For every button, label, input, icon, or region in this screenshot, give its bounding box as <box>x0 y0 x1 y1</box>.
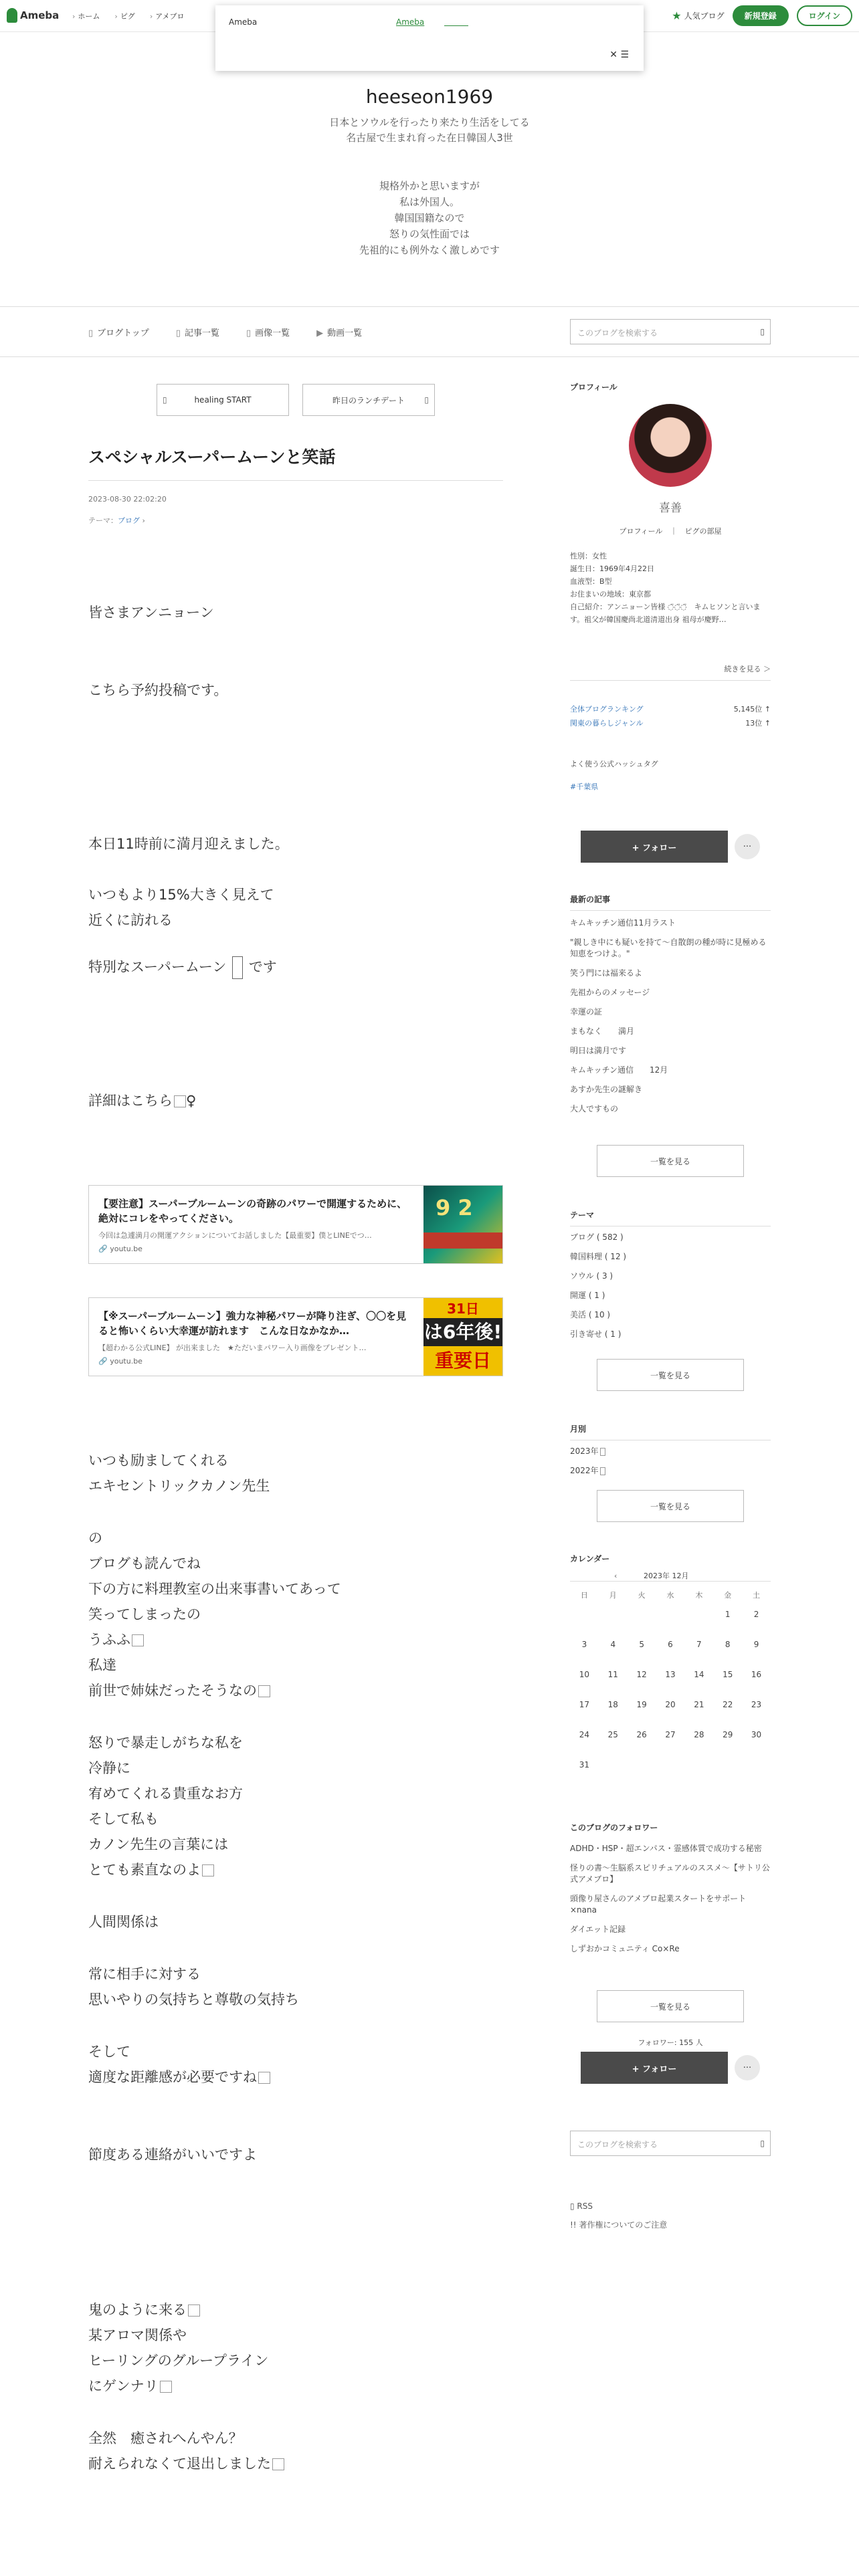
calendar-weekday: 木 <box>695 1591 703 1600</box>
ameba-popup <box>215 5 644 71</box>
entry-text: 思いやりの気持ちと尊敬の気持ち <box>88 1992 299 2008</box>
entry-text: うふふ <box>88 1629 144 1649</box>
entry-text: こちら予約投稿です。 <box>88 682 228 698</box>
calendar-day[interactable]: 12 <box>636 1670 647 1679</box>
entry-text: 本日11時前に満月迎えました。 <box>88 836 289 852</box>
header-actions <box>672 5 852 26</box>
calendar-weekday: 水 <box>666 1591 674 1600</box>
followers-list <box>570 1843 771 1963</box>
calendar-day[interactable]: 7 <box>696 1640 702 1649</box>
emoji-icon <box>258 2072 270 2084</box>
rss-icon: ▯ <box>570 2202 577 2211</box>
month-link[interactable]: 2023年 <box>570 1446 771 1457</box>
entry-text: いつもより15%大きく見えて <box>88 887 274 903</box>
profile-details: 性別：女性 誕生日：1969年4月22日 血液型：B型 お住まいの地域：東京都 自己紹介：アンニョーン皆様 ◌̈◌̈◌̈ キムヒソンと言います。祖父が韓国慶尚北道清道出身 祖母が慶野… <box>570 552 761 624</box>
calendar-heading: カレンダー <box>570 1554 610 1564</box>
follower-count: フォロワー: 155 人 <box>638 2038 703 2047</box>
entry-text: そして <box>88 2044 130 2060</box>
follower-link[interactable]: しずおかコミュニティ Co×Re <box>570 1944 680 1953</box>
entry-text: 節度ある連絡がいいですよ <box>88 2147 257 2163</box>
blog-search-input[interactable]: このブログを検索する ▯ <box>570 319 771 344</box>
entry-text: 下の方に料理教室の出来事書いてあって <box>88 1581 341 1597</box>
image-icon: ▯ <box>246 328 252 338</box>
rss-link[interactable]: ▯ RSS <box>570 2202 593 2211</box>
recent-list <box>570 918 771 1123</box>
theme-link[interactable]: 韓国料理 ( 12 ) <box>570 1252 627 1261</box>
expand-icon <box>600 1448 605 1456</box>
calendar-month: 2023年 12月 <box>644 1572 689 1580</box>
follower-link[interactable]: ADHD・HSP・超エンパス・霊感体質で成功する秘密 <box>570 1844 762 1853</box>
link-icon: 🔗 <box>98 1357 108 1366</box>
see-more-link[interactable]: 続きを見る ＞ <box>570 662 771 681</box>
followers-heading: このブログのフォロワー <box>570 1823 658 1832</box>
recent-entry-link[interactable]: まもなく 満月 <box>570 1027 635 1036</box>
theme-link[interactable]: 引き寄せ ( 1 ) <box>570 1329 622 1339</box>
moon-icon <box>232 956 243 979</box>
entry-text: 近くに訪れる <box>88 912 173 928</box>
sidebar-search-input[interactable]: このブログを検索する ▯ <box>570 2131 771 2156</box>
theme-link[interactable]: 開運 ( 1 ) <box>570 1291 605 1300</box>
calendar-day[interactable]: 14 <box>694 1670 704 1679</box>
theme-link[interactable]: ソウル ( 3 ) <box>570 1271 613 1281</box>
calendar-weekday: 日 <box>580 1591 588 1600</box>
entry-text: 人間関係は <box>88 1914 159 1930</box>
recent-heading: 最新の記事 <box>570 893 771 911</box>
video-thumbnail[interactable]: 31日 は6年後! 重要日 <box>423 1298 502 1376</box>
calendar-day[interactable]: 29 <box>723 1730 733 1739</box>
ameba-logo[interactable]: Ameba <box>7 8 59 23</box>
calendar-grid <box>570 1589 771 1788</box>
popup-underline <box>444 25 468 26</box>
entry-text: ブログも読んでね <box>88 1555 201 1572</box>
calendar-day[interactable]: 31 <box>579 1760 590 1769</box>
nav-video-list[interactable]: ▶ 動画一覧 <box>316 328 363 338</box>
entry-text: 耐えられなくて退出しました <box>88 2453 284 2473</box>
recent-entry-link[interactable]: 幸運の証 <box>570 1007 603 1016</box>
avatar[interactable] <box>629 404 712 487</box>
popup-link[interactable]: Ameba <box>396 17 425 27</box>
search-icon[interactable]: ▯ <box>760 327 765 336</box>
calendar-day[interactable]: 18 <box>607 1700 618 1709</box>
emoji-icon <box>258 1685 270 1697</box>
calendar-day[interactable]: 6 <box>668 1640 673 1649</box>
entry-text: 私達 <box>88 1657 116 1673</box>
calendar-weekday: 土 <box>753 1591 761 1600</box>
calendar-day[interactable]: 30 <box>751 1730 762 1739</box>
prev-entry-button[interactable]: ▯ healing START <box>157 384 289 416</box>
follower-link[interactable]: ダイエット記録 <box>570 1925 626 1934</box>
follower-link[interactable]: 頭像り屋さんのアメブロ起業スタートをサポート×nana <box>570 1894 747 1915</box>
follower-link[interactable]: 怪りの書〜生脳系スピリチュアルのススメ〜【サトリ公式アメブロ】 <box>570 1863 770 1884</box>
recent-entry-link[interactable]: 先祖からのメッセージ <box>570 988 650 997</box>
entry-text: 某アロマ関係や <box>88 2327 187 2343</box>
profile-links: プロフィール ｜ ピグの部屋 <box>619 527 722 536</box>
entry-text: 前世で姉妹だったそうなの <box>88 1680 270 1700</box>
calendar-day[interactable]: 27 <box>665 1730 676 1739</box>
youtube-card[interactable]: 【要注意】スーパーブルームーンの奇跡のパワーで開運するために、絶対にコレをやってください。 今回は急遽満月の開運アクションについてお話しました【最重要】僕とLINEでつ… 🔗 youtu.be 9 2 <box>88 1185 503 1264</box>
nav-entry-list[interactable]: ▯ 記事一覧 <box>175 328 219 338</box>
recent-entry-link[interactable]: あすか先生の謎解き <box>570 1085 643 1094</box>
more-options-button[interactable]: ··· <box>735 834 760 859</box>
entry-text: の <box>88 1530 102 1546</box>
entry-text: そして私も <box>88 1811 159 1827</box>
recent-entry-link[interactable]: 大人ですもの <box>570 1104 619 1113</box>
entry-text: 皆さまアンニョーン <box>88 605 214 621</box>
recent-entry-link[interactable]: 笑う門には福来るよ <box>570 968 643 978</box>
blog-description: 日本とソウルを行ったり来たり生活をしてる 名古屋で生まれ育った在日韓国人3世 <box>329 116 530 144</box>
calendar-day <box>628 1608 656 1638</box>
month-list-all-button[interactable]: 一覧を見る <box>597 1490 744 1522</box>
global-nav <box>72 11 185 21</box>
entry-text: 全然 癒されへんやん？ <box>88 2430 243 2446</box>
calendar-day <box>656 1608 685 1638</box>
profile-heading: プロフィール <box>570 383 617 392</box>
entry-text: いつも励ましてくれる <box>88 1453 229 1469</box>
recent-list-all-button[interactable]: 一覧を見る <box>597 1145 744 1177</box>
month-heading: 月別 <box>570 1423 771 1440</box>
entry-text: 鬼のように来る <box>88 2299 200 2319</box>
recent-entry-link[interactable]: キムキッチン通信11月ラスト <box>570 918 676 928</box>
ranking: 全体ブログランキング 5,145位 ↑ 関東の暮らしジャンル 13位 ↑ <box>570 702 771 730</box>
list-icon: ▯ <box>175 328 181 338</box>
home-icon: ▯ <box>88 328 94 338</box>
entry-pager <box>157 384 435 416</box>
entry-text: 常に相手に対する <box>88 1966 201 1982</box>
nav-blog-top[interactable]: ▯ ブログトップ <box>88 328 149 338</box>
entry-text: エキセントリックカノン先生 <box>88 1478 270 1494</box>
signup-button[interactable]: 新規登録 <box>733 5 789 26</box>
calendar-day[interactable]: 24 <box>579 1730 590 1739</box>
nav-image-list[interactable]: ▯ 画像一覧 <box>246 328 290 338</box>
overall-ranking-link[interactable]: 全体ブログランキング <box>570 705 644 714</box>
calendar-day[interactable]: 17 <box>579 1700 590 1709</box>
chevron-right-icon: › <box>142 516 145 525</box>
theme-link[interactable]: 美活 ( 10 ) <box>570 1310 611 1319</box>
followers-list-all-button[interactable]: 一覧を見る <box>597 1990 744 2022</box>
youtube-card[interactable]: 【※スーパーブルームーン】強力な神秘パワーが降り注ぎ、〇〇を見ると怖いくらい大幸運が訪れます こんな日なかなか… 【超わかる公式LINE】 が出来ました ★ただいまパワー入り画像をプレゼント… 🔗 youtu.be 31日 は6年後! 重要日 <box>88 1297 503 1376</box>
nav-ameblo[interactable]: › アメブロ <box>150 11 185 21</box>
calendar-day <box>684 1608 713 1638</box>
calendar-day[interactable]: 23 <box>751 1700 762 1709</box>
finger-point-icon <box>174 1095 186 1107</box>
theme-heading: テーマ <box>570 1209 771 1226</box>
entry-text: 笑ってしまったの <box>88 1606 201 1622</box>
calendar-weekday: 金 <box>724 1591 732 1600</box>
entry-text: カノン先生の言葉には <box>88 1836 229 1852</box>
recent-entry-link[interactable]: "親しき中にも疑いを持て〜自散朗の種が時に見極める知恵をつけよ。" <box>570 938 767 958</box>
profile-link[interactable]: プロフィール <box>619 527 663 536</box>
pig-room-link[interactable]: ピグの部屋 <box>684 527 722 536</box>
theme-link[interactable]: ブログ <box>118 516 140 525</box>
calendar-weekday: 月 <box>609 1591 617 1600</box>
popup-close-button[interactable]: ✕ ☰ <box>609 49 629 60</box>
calendar-day[interactable]: 2 <box>753 1610 759 1619</box>
follow-button[interactable]: + フォロー <box>581 831 728 863</box>
calendar-day[interactable]: 13 <box>665 1670 676 1679</box>
calendar-day[interactable]: 1 <box>725 1610 731 1619</box>
follow-button-bottom[interactable]: + フォロー <box>581 2052 728 2084</box>
search-icon[interactable]: ▯ <box>760 2139 765 2148</box>
calendar-day <box>599 1608 628 1638</box>
female-sign-icon: ♀ <box>186 1093 197 1109</box>
link-icon: 🔗 <box>98 1245 108 1253</box>
entry-title[interactable]: スペシャルスーパームーンと笑話 <box>88 444 503 481</box>
emoji-icon <box>202 1864 214 1876</box>
nav-pig[interactable]: › ピグ <box>114 11 134 21</box>
video-thumbnail[interactable]: 9 2 <box>423 1186 502 1263</box>
recent-entry-link[interactable]: 明日は満月です <box>570 1046 627 1055</box>
emoji-icon <box>272 2458 284 2470</box>
warning-icon: !! <box>570 2220 579 2230</box>
blog-description-2: 規格外かと思いますが 私は外国人。 韓国国籍なので 怒りの気性面では 先祖的にも例外なく激しめです <box>359 180 500 256</box>
popup-brand: Ameba <box>229 17 258 27</box>
calendar-day[interactable]: 9 <box>753 1640 759 1649</box>
blog-nav <box>0 306 859 357</box>
blog-title[interactable]: heeseon1969 <box>365 86 494 108</box>
genre-ranking-link[interactable]: 関東の暮らしジャンル <box>570 719 644 728</box>
calendar-day[interactable]: 21 <box>694 1700 704 1709</box>
entry-text: とても素直なのよ <box>88 1859 214 1879</box>
entry-text: にゲンナリ <box>88 2375 172 2395</box>
copyright-link[interactable]: !! 著作権についてのご注意 <box>570 2220 668 2230</box>
emoji-icon <box>188 2304 200 2317</box>
popular-blog-link[interactable]: ★ 人気ブログ <box>672 9 725 22</box>
star-icon: ★ <box>672 9 682 22</box>
calendar-day[interactable]: 26 <box>636 1730 647 1739</box>
expand-icon <box>600 1467 605 1475</box>
theme-list-all-button[interactable]: 一覧を見る <box>597 1359 744 1391</box>
theme-link[interactable]: ブログ ( 582 ) <box>570 1232 624 1242</box>
entry-theme: テーマ：ブログ › <box>88 516 145 525</box>
calendar-day[interactable]: 28 <box>694 1730 704 1739</box>
video-icon: ▶ <box>316 328 324 338</box>
hashtag-heading: よく使う公式ハッシュタグ <box>570 760 658 768</box>
profile-name[interactable]: 喜善 <box>659 502 682 515</box>
calendar-day[interactable]: 19 <box>636 1700 647 1709</box>
entry-text: 特別なスーパームーン です <box>88 956 277 979</box>
nav-home[interactable]: › ホーム <box>72 11 100 21</box>
calendar-day[interactable]: 20 <box>665 1700 676 1709</box>
calendar-weekday: 火 <box>638 1591 646 1600</box>
ameba-leaf-icon <box>7 8 17 23</box>
calendar-day[interactable]: 4 <box>610 1640 616 1649</box>
hashtag-link[interactable]: #千葉県 <box>570 782 599 791</box>
calendar-day <box>570 1608 599 1638</box>
calendar-day[interactable]: 22 <box>723 1700 733 1709</box>
month-link[interactable]: 2022年 <box>570 1465 771 1477</box>
calendar-day[interactable]: 3 <box>581 1640 587 1649</box>
calendar-day[interactable]: 25 <box>607 1730 618 1739</box>
calendar-day[interactable]: 10 <box>579 1670 590 1679</box>
calendar-day[interactable]: 11 <box>607 1670 618 1679</box>
entry-text: ヒーリングのグループライン <box>88 2353 269 2369</box>
theme-list <box>570 1232 771 1348</box>
calendar-day[interactable]: 8 <box>725 1640 731 1649</box>
calendar-day[interactable]: 16 <box>751 1670 762 1679</box>
login-button[interactable]: ログイン <box>797 5 852 26</box>
calendar-day[interactable]: 15 <box>723 1670 733 1679</box>
recent-entry-link[interactable]: キムキッチン通信 12月 <box>570 1065 668 1075</box>
next-entry-button[interactable]: 昨日のランチデート ▯ <box>302 384 435 416</box>
entry-text: 宥めてくれる貴重なお方 <box>88 1786 243 1802</box>
entry-text: 詳細はこちら ♀ <box>88 1093 197 1109</box>
month-list <box>570 1446 771 1485</box>
entry-text: 冷静に <box>88 1760 130 1776</box>
entry-text: 怒りで暴走しがちな私を <box>88 1735 243 1751</box>
entry-date: 2023-08-30 22:02:20 <box>88 495 167 504</box>
calendar-day[interactable]: 5 <box>639 1640 644 1649</box>
entry-text: 適度な距離感が必要ですね <box>88 2066 270 2086</box>
emoji-icon <box>160 2381 172 2393</box>
more-options-button-bottom[interactable]: ··· <box>735 2055 760 2080</box>
emoji-icon <box>132 1634 144 1646</box>
calendar-prev-button[interactable]: ‹ <box>614 1572 617 1580</box>
